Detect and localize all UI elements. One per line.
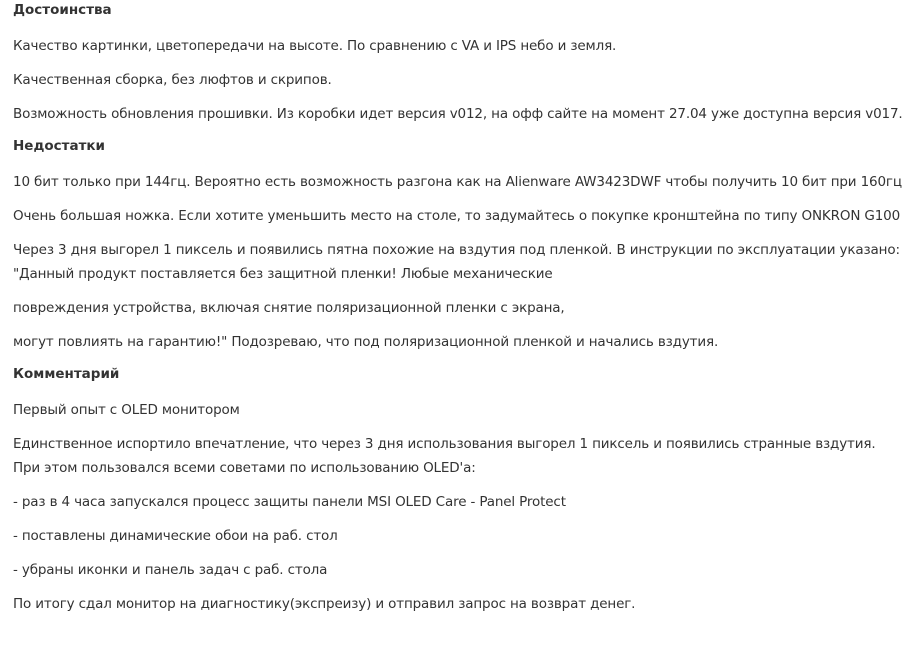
pros-paragraph: Качество картинки, цветопередачи на высоте. По сравнению с VA и IPS небо и земля. <box>13 38 617 54</box>
cons-paragraph: повреждения устройства, включая снятие поляризационной пленки с экрана, <box>13 300 565 316</box>
comment-heading: Комментарий <box>13 366 120 382</box>
pros-paragraph: Возможность обновления прошивки. Из коробки идет версия v012, на офф сайте на момент 27.04 уже доступна версия v017. <box>13 106 903 122</box>
comment-paragraph: По итогу сдал монитор на диагностику(экспреизу) и отправил запрос на возврат денег. <box>13 596 636 612</box>
comment-list-item: - убраны иконки и панель задач с раб. стола <box>13 562 328 578</box>
comment-list-item: - раз в 4 часа запускался процесс защиты панели MSI OLED Care - Panel Protect <box>13 494 566 510</box>
comment-paragraph: Единственное испортило впечатление, что через 3 дня использования выгорел 1 пиксель и появились странные вздутия. При этом пользовался всеми советами по использованию OLED'а: <box>13 436 876 476</box>
comment-paragraph: Первый опыт с OLED монитором <box>13 402 240 418</box>
cons-paragraph: Через 3 дня выгорел 1 пиксель и появились пятна похожие на вздутия под пленкой. В инструкции по эксплуатации указано: "Данный продукт поставляется без защитной пленки! Любые механические <box>13 242 900 282</box>
pros-paragraph: Качественная сборка, без люфтов и скрипов. <box>13 72 332 88</box>
comment-section <box>13 364 903 616</box>
cons-paragraph: могут повлиять на гарантию!" Подозреваю, что под поляризационной пленкой и начались вздутия. <box>13 334 719 350</box>
cons-heading: Недостатки <box>13 138 106 154</box>
cons-paragraph: Очень большая ножка. Если хотите уменьшить место на столе, то задумайтесь о покупке кронштейна по типу ONKRON G100 <box>13 208 901 224</box>
review-body <box>13 0 903 626</box>
pros-section <box>13 0 903 126</box>
cons-paragraph: 10 бит только при 144гц. Вероятно есть возможность разгона как на Alienware AW3423DWF чтобы получить 10 бит при 160гц <box>13 174 902 190</box>
pros-heading: Достоинства <box>13 2 112 18</box>
comment-list-item: - поставлены динамические обои на раб. стол <box>13 528 338 544</box>
cons-section <box>13 136 903 354</box>
